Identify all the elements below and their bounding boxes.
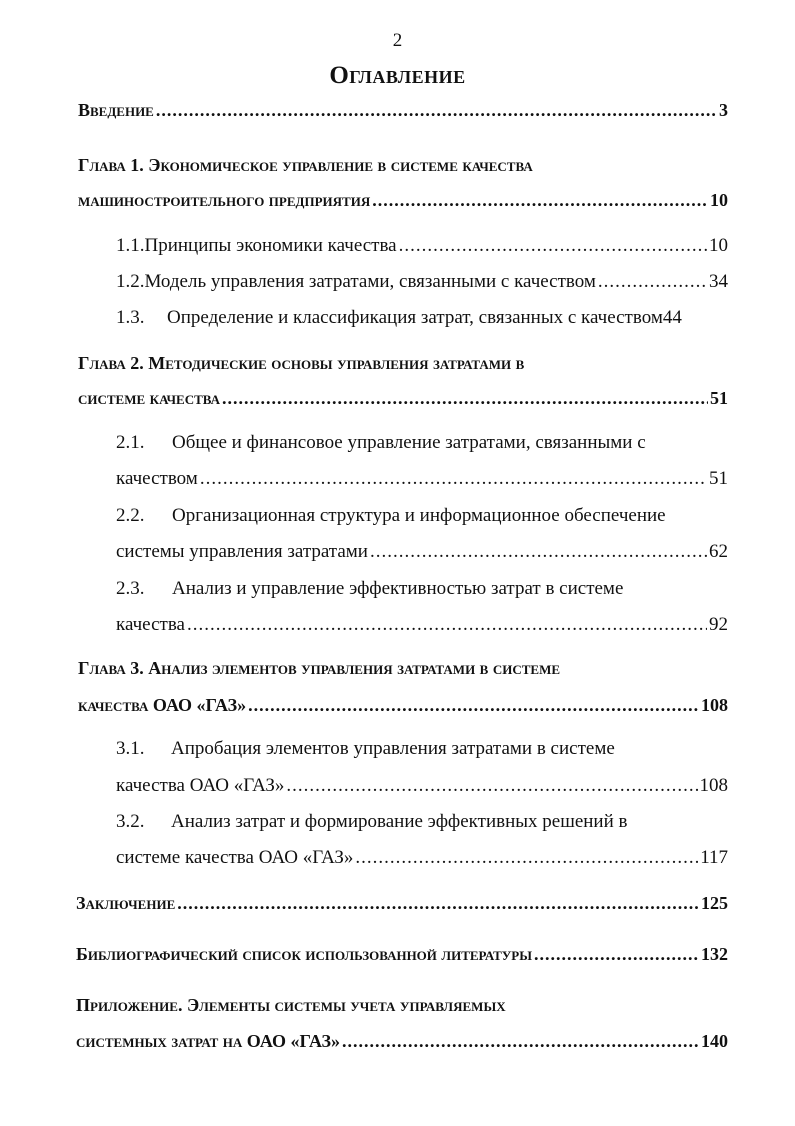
- toc-entry-2-3[interactable]: [116, 614, 728, 636]
- toc-chapter-2-heading[interactable]: Глава 2. Методические основы управления затратами в: [78, 353, 525, 373]
- toc-label: качества ОАО «ГАЗ»: [116, 775, 285, 796]
- toc-entry-2-1[interactable]: [116, 468, 728, 490]
- toc-entry-1-1[interactable]: [116, 235, 728, 257]
- toc-label: Библиографический список использованной литературы: [76, 944, 532, 964]
- toc-page-number: 10: [710, 190, 728, 210]
- toc-leader: [372, 190, 708, 211]
- toc-entry-intro[interactable]: [78, 100, 728, 121]
- toc-leader: [355, 847, 698, 869]
- toc-leader: [342, 1031, 699, 1052]
- toc-label: системе качества ОАО «ГАЗ»: [116, 847, 354, 868]
- toc-label: качеством: [116, 468, 198, 489]
- toc-page-number: 3: [719, 100, 728, 120]
- toc-appendix-heading[interactable]: Приложение. Элементы системы учета управляемых: [76, 995, 506, 1015]
- toc-section-number: 1.3.: [116, 307, 145, 328]
- toc-label: машиностроительного предприятия: [78, 190, 371, 210]
- toc-label: Общее и финансовое управление затратами, связанными с: [172, 432, 646, 453]
- toc-label: Определение и классификация затрат, связанных с качеством: [167, 307, 663, 328]
- toc-label: системы управления затратами: [116, 541, 368, 562]
- toc-label: системе качества: [78, 388, 221, 408]
- toc-entry-3-1-heading[interactable]: [116, 738, 615, 760]
- toc-page-number: 10: [709, 235, 728, 256]
- toc-page-number: 108: [701, 695, 728, 715]
- toc-label: Организационная структура и информационное обеспечение: [172, 505, 666, 526]
- toc-entry-2-1-heading[interactable]: [116, 432, 646, 454]
- toc-entry-1-3[interactable]: [116, 307, 736, 329]
- toc-leader: [370, 541, 707, 563]
- toc-label: качества ОАО «ГАЗ»: [78, 695, 247, 715]
- toc-entry-bibliography[interactable]: [76, 944, 728, 965]
- toc-section-number: 1.1.: [116, 235, 145, 256]
- toc-page-number: 132: [701, 944, 728, 964]
- toc-leader: [286, 775, 697, 797]
- page-number: 2: [392, 30, 403, 51]
- toc-leader: [156, 100, 717, 121]
- toc-label: Анализ затрат и формирование эффективных решений в: [171, 811, 628, 832]
- toc-chapter-3-heading[interactable]: Глава 3. Анализ элементов управления затратами в системе: [78, 658, 561, 678]
- toc-entry-3-1[interactable]: [116, 775, 728, 797]
- toc-label: Апробация элементов управления затратами в системе: [171, 738, 615, 759]
- toc-leader: [200, 468, 707, 490]
- toc-page-number: 92: [709, 614, 728, 635]
- toc-page-number: 62: [709, 541, 728, 562]
- toc-leader: [177, 893, 699, 914]
- toc-entry-2-2[interactable]: [116, 541, 728, 563]
- toc-page-number: 117: [700, 847, 728, 868]
- toc-section-number: 3.2.: [116, 811, 145, 832]
- toc-label: качества: [116, 614, 185, 635]
- toc-label: Принципы экономики качества: [144, 235, 397, 256]
- toc-page-number: 34: [709, 271, 728, 292]
- toc-entry-chapter-1[interactable]: [78, 190, 728, 211]
- toc-entry-2-3-heading[interactable]: [116, 578, 623, 600]
- toc-page-number: 51: [709, 468, 728, 489]
- toc-section-number: 1.2.: [116, 271, 145, 292]
- toc-page-number: 140: [701, 1031, 728, 1051]
- toc-page-number: 108: [699, 775, 728, 796]
- toc-leader: [222, 388, 708, 409]
- page-title: Оглавление: [329, 62, 466, 89]
- toc-leader: [399, 235, 707, 257]
- toc-entry-2-2-heading[interactable]: [116, 505, 666, 527]
- toc-entry-chapter-2[interactable]: [78, 388, 728, 409]
- toc-section-number: 2.3.: [116, 578, 145, 599]
- toc-page-number: 125: [701, 893, 728, 913]
- toc-label: Модель управления затратами, связанными с качеством: [144, 271, 596, 292]
- toc-leader: [187, 614, 707, 636]
- toc-label: Анализ и управление эффективностью затрат в системе: [172, 578, 624, 599]
- toc-section-number: 2.2.: [116, 505, 145, 526]
- toc-leader: [534, 944, 699, 965]
- toc-chapter-1-heading[interactable]: Глава 1. Экономическое управление в системе качества: [78, 155, 533, 175]
- toc-entry-conclusion[interactable]: [76, 893, 728, 914]
- toc-entry-appendix[interactable]: [76, 1031, 728, 1052]
- toc-page-number: 51: [710, 388, 728, 408]
- toc-page-number: 44: [662, 307, 682, 328]
- toc-leader: [598, 271, 707, 293]
- toc-entry-1-2[interactable]: [116, 271, 728, 293]
- toc-entry-3-2[interactable]: [116, 847, 728, 869]
- toc-section-number: 3.1.: [116, 738, 145, 759]
- toc-label: системных затрат на ОАО «ГАЗ»: [76, 1031, 340, 1051]
- toc-section-number: 2.1.: [116, 432, 145, 453]
- toc-entry-3-2-heading[interactable]: [116, 811, 628, 833]
- toc-label: Заключение: [76, 893, 176, 913]
- toc-leader: [248, 695, 699, 716]
- toc-entry-chapter-3[interactable]: [78, 695, 728, 716]
- toc-label: Введение: [78, 100, 154, 120]
